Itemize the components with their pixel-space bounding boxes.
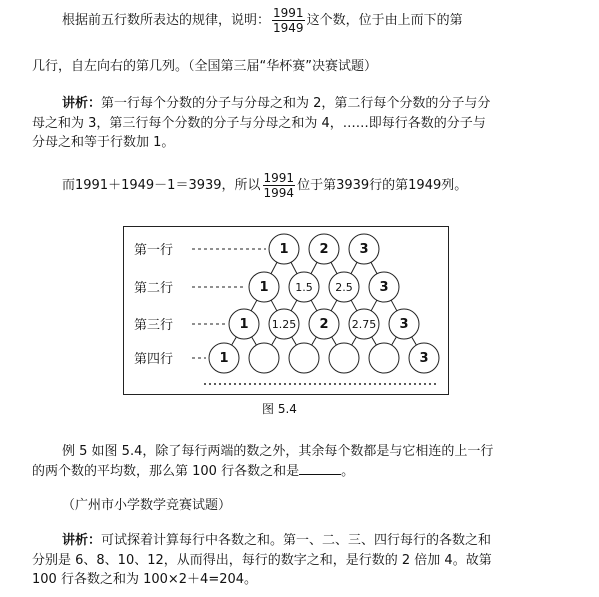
- denominator: 1994: [263, 186, 295, 200]
- paragraph-4: [62, 171, 467, 200]
- row-label: 第二行: [134, 281, 174, 296]
- text: 位于第3939行的第1949列。: [297, 178, 468, 193]
- number-circle: [369, 343, 399, 373]
- figure-caption: 图 5.4: [262, 402, 297, 416]
- connector-line: [311, 262, 317, 273]
- connector-line: [271, 300, 277, 311]
- row-label: 第一行: [134, 243, 174, 258]
- analysis-label: 讲析：: [62, 533, 102, 548]
- circle-value: 3: [379, 280, 389, 295]
- connector-line: [331, 300, 337, 311]
- circle-value: 1: [279, 242, 289, 257]
- connector-line: [332, 337, 337, 345]
- connector-line: [292, 337, 297, 345]
- fraction: [263, 171, 296, 200]
- figure-5-4: [123, 226, 449, 395]
- circle-value: 1: [219, 351, 229, 366]
- text: 第一行每个分数的分子与分母之和为 2，第二行每个分数的分子与分: [101, 96, 491, 111]
- connector-line: [371, 262, 377, 273]
- circle-value: 1.5: [295, 281, 313, 294]
- analysis-label: 讲析：: [62, 96, 102, 111]
- circle-value: 2.5: [335, 281, 353, 294]
- numerator: 1991: [263, 171, 295, 185]
- connector-line: [272, 337, 277, 345]
- circle-value: 3: [359, 242, 369, 257]
- connector-line: [331, 262, 337, 273]
- text: 根据前五行数所表达的规律，说明：: [62, 13, 271, 28]
- circle-value: 2: [319, 242, 329, 257]
- connector-line: [372, 337, 377, 345]
- circle-value: 1.25: [271, 318, 297, 331]
- text: 母之和为 3，第三行每个分数的分子与分母之和为 4，……即每行各数的分子与: [32, 116, 486, 131]
- text: 分母之和等于行数加 1。: [32, 135, 175, 150]
- connector-line: [252, 337, 257, 345]
- paragraph-1: [62, 6, 463, 35]
- connector-line: [311, 300, 317, 311]
- circle-value: 1: [239, 317, 249, 332]
- row-label: 第四行: [134, 352, 174, 367]
- connector-line: [312, 337, 317, 345]
- connector-line: [271, 262, 277, 273]
- number-circle: [329, 343, 359, 373]
- row-label: 第三行: [134, 318, 174, 333]
- connector-line: [251, 300, 257, 311]
- text: 的两个数的平均数，那么第 100 行各数之和是: [32, 464, 300, 479]
- connector-line: [291, 262, 297, 273]
- triangle-diagram: [124, 227, 448, 394]
- connector-line: [351, 300, 357, 311]
- connector-line: [371, 300, 377, 311]
- connector-line: [391, 300, 397, 311]
- text: 例 5 如图 5.4，除了每行两端的数之外，其余每个数都是与它相连的上一行: [62, 444, 494, 459]
- text: 可试探着计算每行中各数之和。第一、二、三、四行每行的各数之和: [101, 533, 492, 548]
- connector-line: [352, 337, 357, 345]
- denominator: 1949: [273, 21, 304, 35]
- fraction: [272, 6, 305, 35]
- paragraph-2: 几行，自左向右的第几列。（全国第三届“华杯赛”决赛试题）: [32, 59, 377, 74]
- circle-value: 3: [419, 351, 429, 366]
- text: 。: [341, 464, 355, 479]
- text: 这个数，位于由上而下的第: [306, 13, 463, 28]
- circle-value: 1: [259, 280, 269, 295]
- connector-line: [232, 337, 237, 345]
- connector-line: [291, 300, 297, 311]
- connector-line: [392, 337, 397, 345]
- circle-value: 2: [319, 317, 329, 332]
- number-circle: [289, 343, 319, 373]
- connector-line: [351, 262, 357, 273]
- source-note: （广州市小学数学竞赛试题）: [62, 498, 232, 513]
- connector-line: [412, 337, 417, 345]
- circle-value: 2.75: [351, 318, 377, 331]
- numerator: 1991: [273, 6, 304, 20]
- text: 分别是 6、8、10、12，从而得出，每行的数字之和，是行数的 2 倍加 4。故第: [32, 553, 492, 568]
- answer-blank: [299, 462, 341, 475]
- text: 而1991＋1949－1＝3939，所以: [62, 178, 261, 193]
- number-circle: [249, 343, 279, 373]
- circle-value: 3: [399, 317, 409, 332]
- text: 100 行各数之和为 100×2＋4=204。: [32, 572, 258, 587]
